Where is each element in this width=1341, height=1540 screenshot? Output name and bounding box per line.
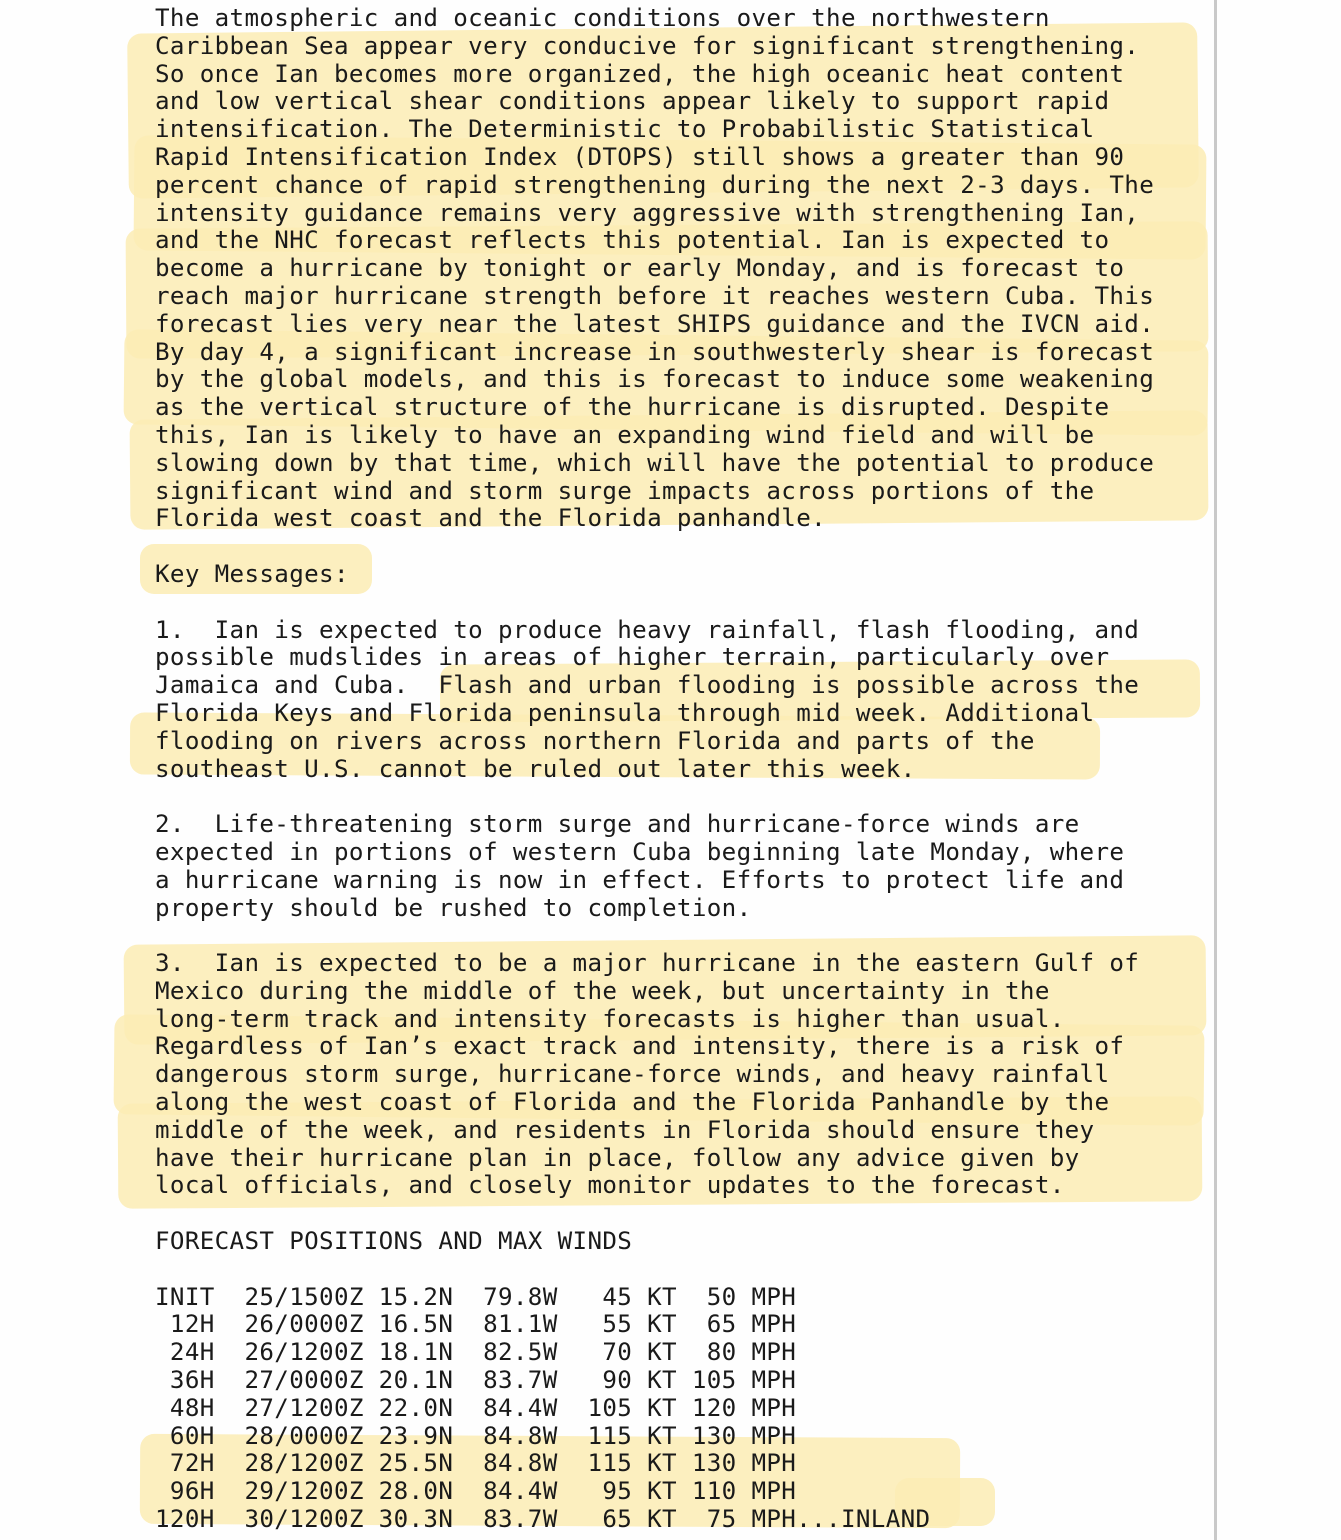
text-line: 3. Ian is expected to be a major hurricane in the eastern Gulf of: [155, 949, 1140, 978]
text-line: 1. Ian is expected to produce heavy rainfall, flash flooding, and: [155, 615, 1140, 644]
key-message-3: [155, 950, 1154, 1200]
key-message-1: [155, 617, 1154, 784]
forecast-row: INIT 25/1500Z 15.2N 79.8W 45 KT 50 MPH: [155, 1282, 797, 1311]
forecast-row: 72H 28/1200Z 25.5N 84.8W 115 KT 130 MPH: [155, 1449, 797, 1478]
text-line: intensity guidance remains very aggressive with strengthening Ian,: [155, 198, 1140, 227]
text-line: have their hurricane plan in place, follow any advice given by: [155, 1143, 1080, 1172]
text-line: By day 4, a significant increase in southwesterly shear is forecast: [155, 337, 1155, 366]
text-line: local officials, and closely monitor updates to the forecast.: [155, 1171, 1065, 1200]
text-line: expected in portions of western Cuba beginning late Monday, where: [155, 837, 1125, 866]
text-line: property should be rushed to completion.: [155, 893, 752, 922]
text-line: this, Ian is likely to have an expanding wind field and will be: [155, 420, 1095, 449]
forecast-row: 60H 28/0000Z 23.9N 84.8W 115 KT 130 MPH: [155, 1421, 797, 1450]
text-line: Caribbean Sea appear very conducive for significant strengthening.: [155, 31, 1140, 60]
text-line: become a hurricane by tonight or early Monday, and is forecast to: [155, 254, 1125, 283]
text-line: forecast lies very near the latest SHIPS guidance and the IVCN aid.: [155, 309, 1155, 338]
forecast-discussion-text: [155, 5, 1154, 1534]
text-line: by the global models, and this is forecast to induce some weakening: [155, 365, 1155, 394]
text-line: a hurricane warning is now in effect. Efforts to protect life and: [155, 865, 1125, 894]
page-edge-divider: [1214, 0, 1217, 1540]
discussion-paragraph: [155, 5, 1154, 533]
text-line: Rapid Intensification Index (DTOPS) still shows a greater than 90: [155, 142, 1125, 171]
forecast-row: 12H 26/0000Z 16.5N 81.1W 55 KT 65 MPH: [155, 1310, 797, 1339]
forecast-row: 96H 29/1200Z 28.0N 84.4W 95 KT 110 MPH: [155, 1477, 797, 1506]
text-line: as the vertical structure of the hurricane is disrupted. Despite: [155, 393, 1110, 422]
text-line: and low vertical shear conditions appear likely to support rapid: [155, 87, 1110, 116]
forecast-table: [155, 1284, 1154, 1534]
text-line: and the NHC forecast reflects this potential. Ian is expected to: [155, 226, 1110, 255]
forecast-row: 36H 27/0000Z 20.1N 83.7W 90 KT 105 MPH: [155, 1366, 797, 1395]
forecast-heading: FORECAST POSITIONS AND MAX WINDS: [155, 1227, 633, 1256]
key-messages-heading: Key Messages:: [155, 559, 349, 588]
text-line: 2. Life-threatening storm surge and hurricane-force winds are: [155, 810, 1080, 839]
text-line: Regardless of Ian’s exact track and intensity, there is a risk of: [155, 1032, 1125, 1061]
text-line: southeast U.S. cannot be ruled out later this week.: [155, 754, 916, 783]
text-line: Florida west coast and the Florida panhandle.: [155, 504, 827, 533]
text-line: Jamaica and Cuba. Flash and urban flooding is possible across the: [155, 671, 1140, 700]
text-line: slowing down by that time, which will have the potential to produce: [155, 448, 1155, 477]
text-line: flooding on rivers across northern Florida and parts of the: [155, 726, 1035, 755]
text-line: long-term track and intensity forecasts is higher than usual.: [155, 1004, 1065, 1033]
text-line: significant wind and storm surge impacts across portions of the: [155, 476, 1095, 505]
blank-line: [155, 1256, 1154, 1284]
text-line: The atmospheric and oceanic conditions over the northwestern: [155, 4, 1050, 32]
blank-line: [155, 922, 1154, 950]
blank-line: [155, 783, 1154, 811]
forecast-row: 120H 30/1200Z 30.3N 83.7W 65 KT 75 MPH...INLAND: [155, 1505, 931, 1534]
text-line: middle of the week, and residents in Florida should ensure they: [155, 1115, 1095, 1144]
blank-line: [155, 589, 1154, 617]
key-message-2: [155, 811, 1154, 922]
blank-line: [155, 1200, 1154, 1228]
blank-line: [155, 533, 1154, 561]
forecast-row: 48H 27/1200Z 22.0N 84.4W 105 KT 120 MPH: [155, 1393, 797, 1422]
text-line: along the west coast of Florida and the Florida Panhandle by the: [155, 1088, 1110, 1117]
text-line: possible mudslides in areas of higher terrain, particularly over: [155, 643, 1110, 672]
text-line: percent chance of rapid strengthening during the next 2-3 days. The: [155, 170, 1155, 199]
text-line: dangerous storm surge, hurricane-force winds, and heavy rainfall: [155, 1060, 1110, 1089]
text-line: intensification. The Deterministic to Probabilistic Statistical: [155, 115, 1095, 144]
forecast-row: 24H 26/1200Z 18.1N 82.5W 70 KT 80 MPH: [155, 1338, 797, 1367]
text-line: So once Ian becomes more organized, the high oceanic heat content: [155, 59, 1125, 88]
text-line: Florida Keys and Florida peninsula through mid week. Additional: [155, 698, 1095, 727]
text-line: reach major hurricane strength before it reaches western Cuba. This: [155, 281, 1155, 310]
text-line: Mexico during the middle of the week, but uncertainty in the: [155, 976, 1050, 1005]
